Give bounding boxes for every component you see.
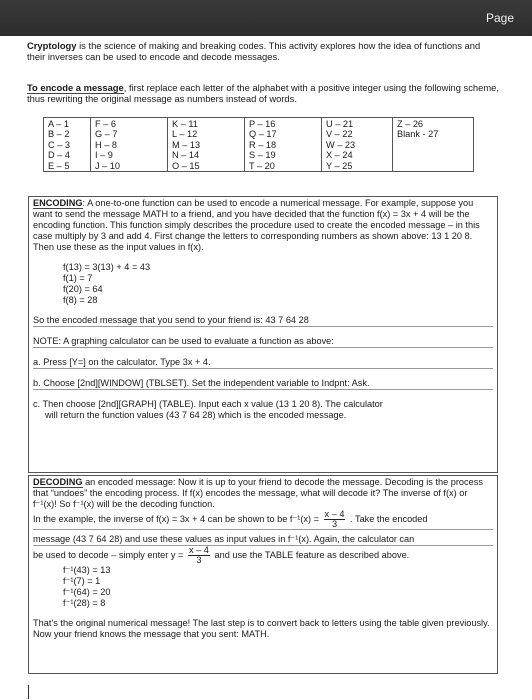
cipher-entry: Blank - 27 <box>397 129 439 140</box>
step-c-line-1: c. Then choose [2nd][GRAPH] (TABLE). Input each x value (13 1 20 8). The calculator <box>33 399 383 409</box>
encoded-result: So the encoded message that you send to your friend is: 43 7 64 28 <box>33 315 493 327</box>
encoding-evaluations <box>33 262 493 306</box>
decoding-eval: f⁻¹(64) = 20 <box>63 587 111 597</box>
fraction-numerator: x – 4 <box>324 509 345 519</box>
decoding-box <box>28 475 498 674</box>
decoding-eval: f⁻¹(43) = 13 <box>63 565 111 575</box>
encode-intro-paragraph <box>27 82 499 104</box>
cipher-table <box>43 117 474 172</box>
calculator-note: NOTE: A graphing calculator can be used to evaluate a function as above: <box>33 336 493 348</box>
decoding-inverse-line <box>33 510 493 530</box>
cipher-entry: R – 18 <box>249 139 277 150</box>
cipher-entry: E – 5 <box>48 160 70 171</box>
decoding-closing: That’s the original numerical message! The last step is to convert back to letters using the table given previously. Now your friend knows the message that you sent: MATH. <box>33 618 490 639</box>
cipher-entry: V – 22 <box>326 129 353 140</box>
fraction-denominator: 3 <box>196 555 202 565</box>
step-c-line-2: will return the function values (43 7 64 28) which is the encoded message. <box>45 410 347 420</box>
fraction-denominator: 3 <box>331 519 338 529</box>
text-cursor <box>28 685 29 699</box>
encode-intro-text: , first replace each letter of the alphabet with a positive integer using the following scheme, thus rewriting the original message as numbers instead of words. <box>27 82 499 105</box>
decoding-eval: f⁻¹(28) = 8 <box>63 598 106 608</box>
inverse-text-post: . Take the encoded <box>350 513 428 524</box>
encoding-paragraph: : A one-to-one function can be used to encode a numerical message. For example, suppose you want to send the message MATH to a friend, and you have decided that the function f(x) = 3x + 4 will be the encoding function. This function simply describes the procedure used to create the encoded message – in this case multiply by 3 and add 4. First change the letters to corresponding numbers as shown above: 13 1 20 8. Then use these as the input values in f(x). <box>33 198 480 252</box>
step-a: a. Press [Y=] on the calculator. Type 3x + 4. <box>33 357 493 369</box>
intro-lead: Cryptology <box>27 40 77 51</box>
cipher-entry: Y – 25 <box>326 160 353 171</box>
decode-enter-post: and use the TABLE feature as described above. <box>214 549 410 560</box>
toolbar <box>0 0 532 36</box>
cipher-column <box>168 118 245 172</box>
inverse-text-pre: In the example, the inverse of f(x) = 3x + 4 can be shown to be f⁻¹(x) = <box>33 513 319 524</box>
cipher-entry: B – 2 <box>48 129 70 140</box>
encoding-heading: ENCODING <box>33 198 83 208</box>
decoding-paragraph: an encoded message: Now it is up to your friend to decode the message. Decoding is the process that “undoes” the encoding process. If f(x) encodes the message, what will decode it? The inverse of f(x) or f⁻¹(x)! So f⁻¹(x) will be the decoding function. <box>33 477 483 509</box>
encoding-eval: f(20) = 64 <box>63 284 103 294</box>
cipher-column <box>44 118 91 172</box>
cipher-entry: D – 4 <box>48 150 70 161</box>
cipher-entry: C – 3 <box>48 139 70 150</box>
cipher-entry: Z – 26 <box>397 119 424 129</box>
inverse-fraction <box>324 510 346 529</box>
cipher-entry: M – 13 <box>172 139 201 150</box>
encoding-box <box>28 196 498 473</box>
encode-intro-lead: To encode a message <box>27 82 124 93</box>
cipher-column <box>393 118 474 172</box>
cipher-column <box>245 118 322 172</box>
cipher-entry: H – 8 <box>95 139 117 150</box>
cipher-entry: J – 10 <box>95 160 121 171</box>
cipher-entry: O – 15 <box>172 160 200 171</box>
cipher-entry: F – 6 <box>95 119 116 129</box>
cipher-entry: W – 23 <box>326 139 356 150</box>
cipher-entry: Q – 17 <box>249 129 277 140</box>
cipher-column <box>91 118 168 172</box>
encoding-eval: f(13) = 3(13) + 4 = 43 <box>63 262 151 272</box>
decoding-line-3 <box>33 546 493 565</box>
decoding-line-2: message (43 7 64 28) and use these values as input values in f⁻¹(x). Again, the calculator can <box>33 534 493 546</box>
decoding-evaluations <box>33 565 493 609</box>
decode-fraction <box>188 546 210 565</box>
encoding-eval: f(8) = 28 <box>63 295 98 305</box>
fraction-numerator: x – 4 <box>188 545 209 555</box>
intro-paragraph <box>27 40 499 62</box>
cipher-entry: S – 19 <box>249 150 276 161</box>
cipher-entry: A – 1 <box>48 119 69 129</box>
cipher-column <box>322 118 393 172</box>
decoding-eval: f⁻¹(7) = 1 <box>63 576 101 586</box>
cipher-entry: X – 24 <box>326 150 353 161</box>
decoding-heading: DECODING <box>33 477 83 487</box>
cipher-entry: U – 21 <box>326 119 354 129</box>
cipher-entry: G – 7 <box>95 129 118 140</box>
cipher-entry: K – 11 <box>172 119 198 129</box>
cipher-entry: L – 12 <box>172 129 198 140</box>
cipher-entry: T – 20 <box>249 160 275 171</box>
cipher-entry: N – 14 <box>172 150 200 161</box>
intro-text: is the science of making and breaking codes. This activity explores how the idea of functions and their inverses can be used to encode and decode messages. <box>27 40 481 63</box>
step-b: b. Choose [2nd][WINDOW] (TBLSET). Set the independent variable to Indpnt: Ask. <box>33 378 493 390</box>
encoding-eval: f(1) = 7 <box>63 273 93 283</box>
page-label: Page <box>485 11 514 25</box>
cipher-entry: P – 16 <box>249 119 276 129</box>
decode-enter-pre: be used to decode – simply enter y = <box>33 549 184 560</box>
cipher-entry: I – 9 <box>95 150 113 161</box>
